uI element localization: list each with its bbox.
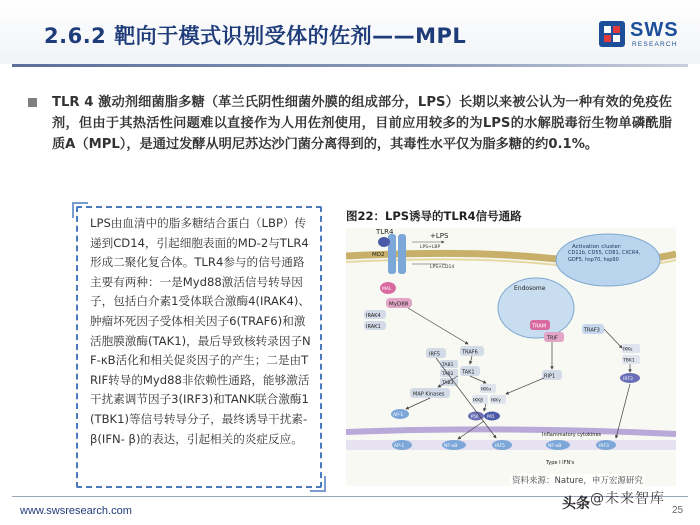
svg-text:IRAK4: IRAK4 — [366, 313, 381, 319]
lps-pathway-text: LPS由血清中的脂多糖结合蛋白（LBP）传递到CD14，引起细胞表面的MD-2与TLR4形成二聚化复合体。TLR4参与的信号通路主要有两种：一是Myd88激活信号转导因子，包括白介素1受体联合激酶4(IRAK4)、肿瘤坏死因子受体相关因子6(TRAF6)和激活胞膜激酶(TAK1)，最后导致核转录因子NF-κB活化和相关促炎因子的产生；二是由TRIF转导的Myd88非依赖性通路，能够激活干扰素调节因子3(IRF3)和TANK联合激酶1(TBK1)等信号转导分子，最终诱导干扰素- β(IFN- β)的表达，引起相关的炎症反应。 — [90, 216, 311, 446]
intro-paragraph — [52, 92, 672, 155]
svg-text:MyD88: MyD88 — [389, 301, 409, 308]
svg-text:TRAF3: TRAF3 — [584, 327, 600, 334]
footer-url[interactable]: www.swsresearch.com — [20, 505, 132, 517]
page-number: 25 — [672, 505, 684, 516]
activation-title: Activation cluster: — [572, 244, 622, 250]
header — [0, 0, 700, 72]
md2-protein — [378, 237, 390, 247]
svg-text:TAB2: TAB2 — [442, 372, 454, 377]
svg-text:RIP1: RIP1 — [544, 373, 556, 380]
activation-items: CD11b, CD55, CD81, CXCR4, GDF5, hsp70, hsp90 — [568, 250, 641, 263]
figure-caption: 图22：LPS诱导的TLR4信号通路 — [346, 209, 522, 223]
sws-logo-icon — [598, 20, 626, 48]
square-bullet-icon — [28, 98, 37, 107]
svg-text:IKKα: IKKα — [481, 387, 492, 393]
svg-text:IKKβ: IKKβ — [473, 398, 484, 404]
md2-label: MD2 — [372, 252, 385, 258]
figure-source: 资料来源：Nature，申万宏源研究 — [512, 476, 643, 486]
svg-text:MAL: MAL — [382, 287, 392, 292]
svg-text:TBK1: TBK1 — [623, 358, 635, 364]
lps-label: +LPS — [430, 232, 449, 240]
svg-text:IKKε: IKKε — [623, 347, 633, 353]
svg-text:TRAF6: TRAF6 — [462, 349, 478, 356]
watermark-left: 头条 — [562, 496, 590, 512]
lps-pathway-textbox — [76, 206, 322, 488]
svg-text:IRF5: IRF5 — [429, 351, 441, 358]
svg-text:TRAM: TRAM — [532, 323, 547, 330]
cd14-label: LPS+CD14 — [430, 265, 455, 270]
svg-text:NF-κB: NF-κB — [548, 444, 562, 449]
svg-text:NF-κB: NF-κB — [444, 444, 458, 449]
lbp-label: LPS+LBP — [420, 245, 441, 250]
sws-logo — [598, 18, 690, 52]
svg-text:P65: P65 — [487, 414, 495, 419]
svg-text:TRIF: TRIF — [547, 335, 558, 342]
svg-text:IRF3: IRF3 — [599, 444, 609, 449]
svg-text:MAP Kinases: MAP Kinases — [413, 391, 445, 398]
svg-text:IRF5: IRF5 — [495, 444, 505, 449]
watermark: @未来智库 — [590, 491, 665, 507]
svg-text:AP-1: AP-1 — [393, 413, 404, 418]
svg-text:TAK1: TAK1 — [462, 369, 475, 376]
svg-text:TAB1: TAB1 — [442, 363, 454, 368]
logo-subtext: RESEARCH — [632, 41, 678, 48]
svg-text:TAB3: TAB3 — [442, 381, 454, 386]
tlr4-label: TLR4 — [376, 228, 394, 236]
logo-text: SWS — [630, 19, 679, 41]
svg-text:P50: P50 — [471, 414, 479, 419]
page-title: 2.6.2 靶向于模式识别受体的佐剂——MPL — [44, 24, 467, 48]
tlr4-signaling-diagram — [346, 228, 676, 486]
type1-ifn-label: Type I IFN's — [546, 460, 575, 466]
svg-text:IRAK1: IRAK1 — [366, 324, 381, 330]
inflammatory-label: Inflammatory cytokines — [542, 432, 602, 438]
svg-text:AP-1: AP-1 — [394, 444, 405, 449]
header-divider — [12, 64, 688, 67]
svg-text:IKKγ: IKKγ — [491, 398, 501, 404]
intro-text: TLR 4 激动剂细菌脂多糖（革兰氏阴性细菌外膜的组成部分，LPS）长期以来被公认为一种有效的免疫佐剂，但由于其热活性问题难以直接作为人用佐剂使用，目前应用较多的为LPS的水解脱毒衍生物单磷酰脂质A（MPL），是通过发酵从明尼苏达沙门菌分离得到的，其毒性水平仅为脂多糖的约0.1%。 — [52, 95, 672, 152]
svg-text:IRF3: IRF3 — [623, 377, 633, 382]
svg-text:Endosome: Endosome — [514, 285, 546, 292]
